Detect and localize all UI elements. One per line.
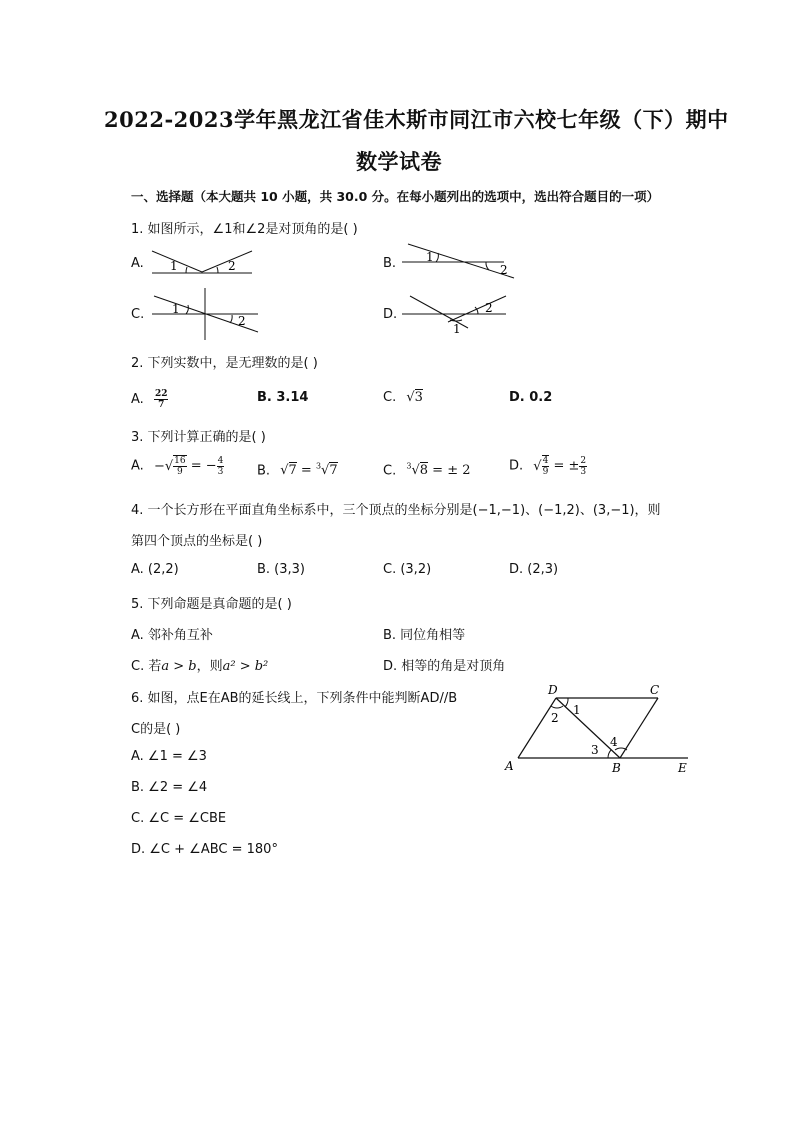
q1-option-b-label: B. [383, 256, 397, 271]
q3-a-num1: 16 [174, 456, 186, 466]
q3-d-den2: 3 [580, 466, 587, 477]
q6-fig-label-a: A [505, 759, 514, 773]
q3-b-label: B. [257, 463, 271, 479]
q6-fig-label-c: C [650, 683, 660, 697]
q6-fig-label-e: E [678, 761, 687, 775]
q6-fig-angle-3: 3 [591, 743, 599, 757]
q1c-num-1: 1 [172, 302, 180, 316]
q2-option-a [131, 389, 168, 410]
question-4-stem-line1: 4. 一个长方形在平面直角坐标系中，三个顶点的坐标分别是(−1,−1)、(−1,2)、(3,−1)，则 [131, 503, 661, 518]
question-3-stem: 3. 下列计算正确的是( ) [131, 430, 266, 445]
q5-c-math1: a > b [161, 659, 197, 674]
q6-option-a: A. ∠1 = ∠3 [131, 749, 207, 764]
question-2-stem: 2. 下列实数中，是无理数的是( ) [131, 356, 318, 371]
q4-option-d: D. (2,3) [509, 562, 559, 577]
q5-option-d: D. 相等的角是对顶角 [383, 659, 506, 674]
q3-d-label: D. [509, 458, 524, 474]
q3-c-label: C. [383, 463, 397, 479]
q3-b-radicand1: 7 [288, 463, 297, 479]
q6-fig-angle-1: 1 [573, 703, 581, 717]
q2-a-num: 22 [154, 389, 168, 399]
q1-option-c-label: C. [131, 307, 145, 322]
q3-c-index: 3 [406, 462, 412, 471]
q4-option-c: C. (3,2) [383, 562, 432, 577]
q6-fig-angle-4: 4 [610, 735, 618, 749]
q2-option-c: C. √3 [383, 390, 423, 405]
q5-c-pre: C. 若 [131, 659, 162, 674]
q5-c-mid: ，则 [196, 659, 223, 674]
question-1-stem: 1. 如图所示，∠1和∠2是对顶角的是( ) [131, 222, 358, 237]
q6-fig-angle-2: 2 [551, 711, 559, 725]
q2-a-den: 7 [158, 400, 165, 410]
q2-option-b: B. 3.14 [257, 390, 309, 405]
q6-fig-label-d: D [548, 683, 558, 697]
q3-a-den2: 3 [217, 466, 224, 477]
question-6-stem-line1: 6. 如图，点E在AB的延长线上，下列条件中能判断AD//B [131, 691, 458, 706]
q6-fig-label-b: B [612, 761, 621, 775]
q4-option-a: A. (2,2) [131, 562, 179, 577]
q1b-num-2: 2 [500, 263, 508, 277]
q3-option-c: C. $^3$√8 = ± 2 [383, 462, 471, 479]
q3-option-a: A. −√ $\frac{16}{9}$ = − $\frac{4}{3}$ [131, 455, 224, 477]
q1-figure-d [400, 292, 508, 336]
q1d-num-2: 2 [485, 301, 493, 315]
q6-figure-parallelogram [500, 680, 700, 776]
page-title-line1: 2022-2023学年黑龙江省佳木斯市同江市六校七年级（下）期中 [104, 107, 729, 132]
q3-b-index: 3 [315, 462, 322, 471]
q1-figure-b [400, 240, 518, 282]
page-title-line2: 数学试卷 [356, 149, 442, 174]
q1b-num-1: 1 [426, 250, 434, 264]
question-5-stem: 5. 下列命题是真命题的是( ) [131, 597, 292, 612]
q1a-num-1: 1 [170, 259, 178, 273]
q3-option-b: B. √7 = $^3$√7 [257, 462, 338, 479]
q5-option-c [131, 655, 268, 674]
q2-c-radicand: 3 [414, 390, 423, 405]
q5-option-a: A. 邻补角互补 [131, 628, 213, 643]
q1-option-a-label: A. [131, 256, 144, 271]
q2-c-label: C. [383, 390, 397, 405]
q3-a-num2: 4 [217, 455, 224, 466]
q1-option-d-label: D. [383, 307, 398, 322]
q2-a-fraction [154, 389, 169, 410]
q3-d-num1: 4 [542, 456, 549, 466]
q1c-num-2: 2 [238, 314, 246, 328]
q3-c-rhs: = ± 2 [432, 463, 471, 479]
q3-d-den1: 9 [542, 467, 549, 477]
question-6-stem-line2: C的是( ) [131, 722, 181, 737]
q6-option-c: C. ∠C = ∠CBE [131, 811, 227, 826]
q3-option-d: D. √ $\frac{4}{9}$ = ± $\frac{2}{3}$ [509, 455, 587, 477]
q3-c-radicand: 8 [419, 463, 429, 479]
section-heading: 一、选择题（本大题共 10 小题，共 30.0 分。在每小题列出的选项中，选出符合题目的一项） [131, 189, 660, 204]
q1-figure-c [150, 286, 260, 342]
q6-option-b: B. ∠2 = ∠4 [131, 780, 208, 795]
q5-option-b: B. 同位角相等 [383, 628, 466, 643]
q2-a-label: A. [131, 392, 144, 407]
q3-a-label: A. [131, 458, 144, 474]
q5-c-math2: a² > b² [222, 659, 269, 674]
q1d-num-1: 1 [453, 322, 461, 336]
q3-a-den1: 9 [176, 467, 183, 477]
q3-b-radicand2: 7 [329, 463, 338, 479]
q6-option-d: D. ∠C + ∠ABC = 180° [131, 842, 278, 857]
q3-d-num2: 2 [580, 455, 587, 466]
q4-option-b: B. (3,3) [257, 562, 306, 577]
q1a-num-2: 2 [228, 259, 236, 273]
question-4-stem-line2: 第四个顶点的坐标是( ) [131, 534, 263, 549]
q1-figure-a [150, 248, 254, 278]
q2-option-d: D. 0.2 [509, 390, 553, 405]
